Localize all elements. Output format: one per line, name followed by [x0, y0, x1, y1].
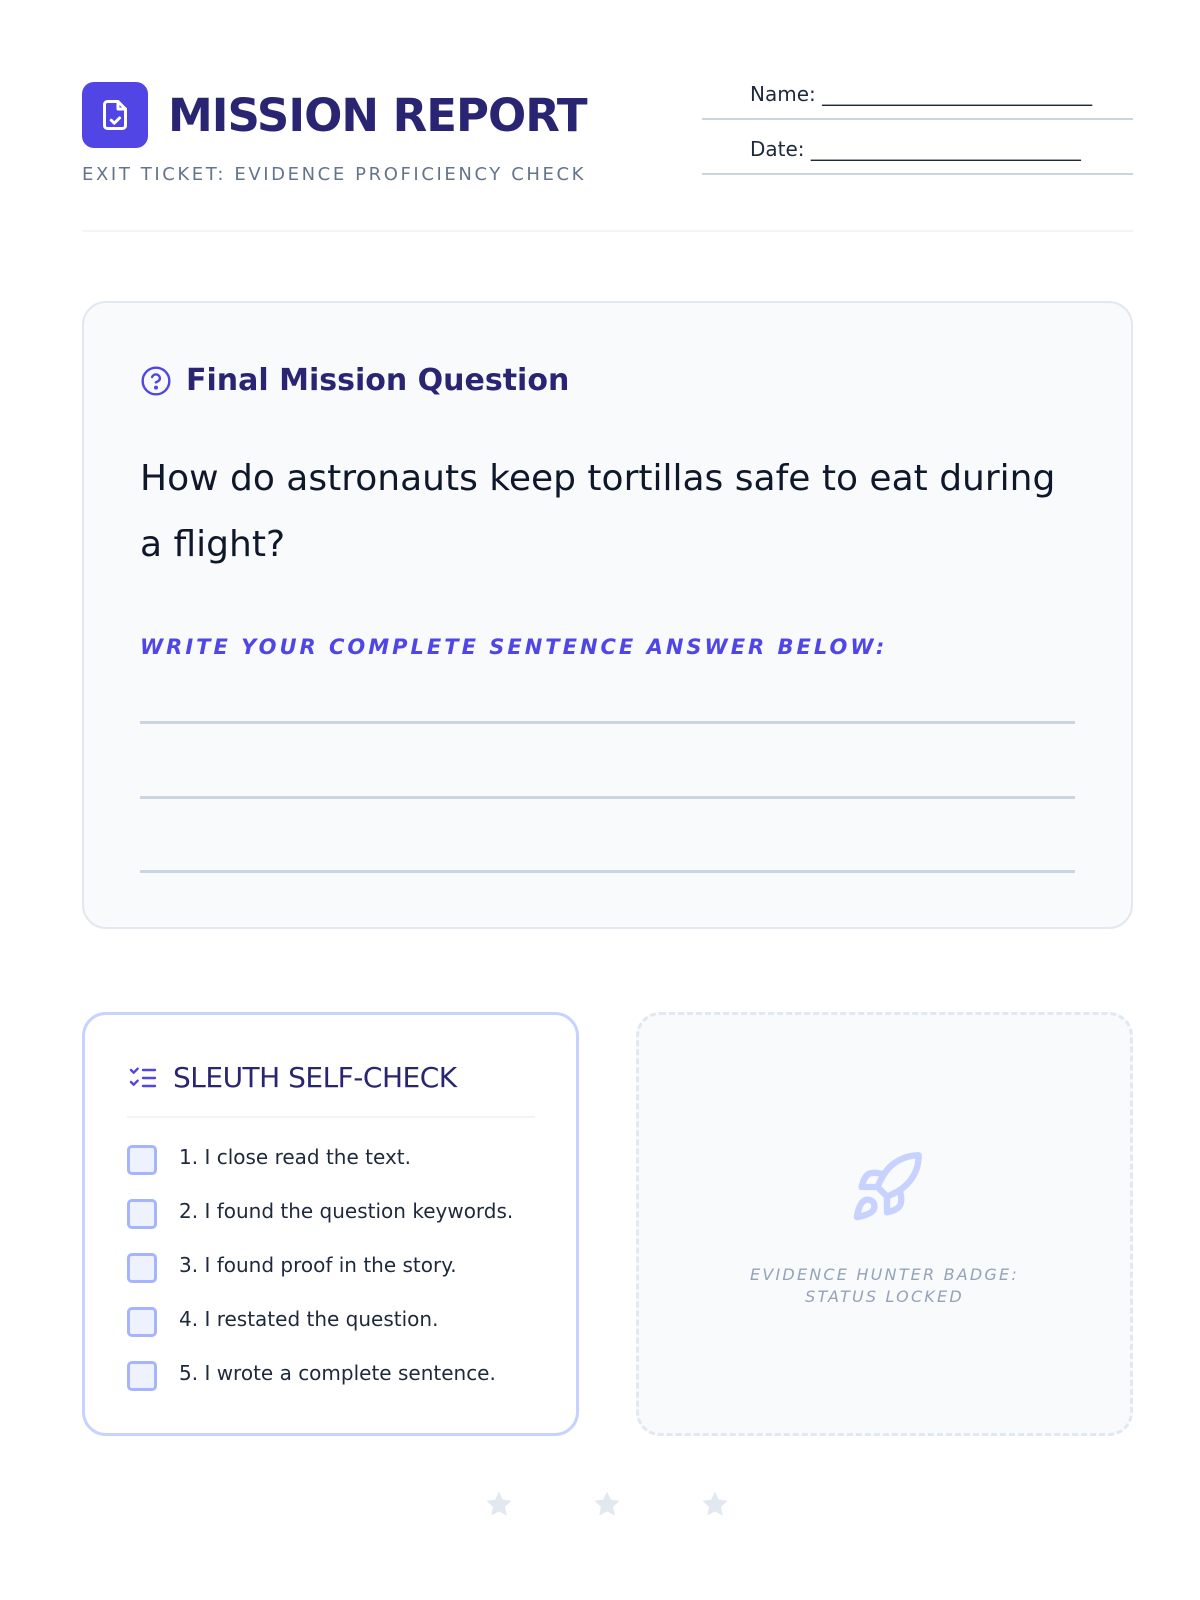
checkbox[interactable]	[127, 1307, 157, 1337]
star-icon	[592, 1489, 622, 1519]
page-title: MISSION REPORT	[168, 89, 587, 142]
checkbox[interactable]	[127, 1199, 157, 1229]
question-heading-label: Final Mission Question	[186, 363, 570, 398]
date-field[interactable]	[702, 135, 1133, 175]
question-circle-icon	[140, 365, 172, 397]
logo-badge	[82, 82, 148, 148]
checkbox[interactable]	[127, 1145, 157, 1175]
check-item-label: 5. I wrote a complete sentence.	[179, 1361, 496, 1385]
name-field[interactable]	[702, 80, 1133, 120]
answer-line[interactable]	[140, 870, 1075, 873]
list-item	[127, 1359, 513, 1413]
badge-status	[639, 1264, 1130, 1308]
check-item-label: 4. I restated the question.	[179, 1307, 439, 1331]
answer-instruction: WRITE YOUR COMPLETE SENTENCE ANSWER BELOW:	[140, 635, 888, 659]
list-item	[127, 1305, 513, 1359]
self-check-divider	[127, 1116, 535, 1118]
check-item-label: 2. I found the question keywords.	[179, 1199, 514, 1223]
answer-line[interactable]	[140, 721, 1075, 724]
question-text: How do astronauts keep tortillas safe to eat during a flight?	[140, 458, 1056, 565]
list-item	[127, 1251, 513, 1305]
badge-status-line: STATUS LOCKED	[805, 1287, 964, 1306]
date-field-label: Date: ___________________________	[750, 137, 1081, 161]
header-divider	[82, 230, 1133, 232]
badge-card	[636, 1012, 1133, 1436]
check-item-label: 1. I close read the text.	[179, 1145, 411, 1169]
answer-line[interactable]	[140, 796, 1075, 799]
checkbox[interactable]	[127, 1253, 157, 1283]
name-field-label: Name: ___________________________	[750, 82, 1093, 106]
page-subtitle: EXIT TICKET: EVIDENCE PROFICIENCY CHECK	[82, 164, 587, 185]
checklist-icon	[127, 1062, 159, 1094]
star-icon	[700, 1489, 730, 1519]
report-header	[82, 80, 1133, 230]
self-check-heading	[127, 1061, 457, 1094]
self-check-heading-label: SLEUTH SELF-CHECK	[173, 1061, 457, 1094]
check-item-label: 3. I found proof in the story.	[179, 1253, 457, 1277]
star-icon	[484, 1489, 514, 1519]
self-check-card	[82, 1012, 579, 1436]
question-heading	[140, 363, 569, 398]
checkbox[interactable]	[127, 1361, 157, 1391]
question-card	[82, 301, 1133, 929]
badge-status-line: EVIDENCE HUNTER BADGE:	[750, 1265, 1019, 1284]
file-check-icon	[97, 97, 133, 133]
list-item	[127, 1143, 513, 1197]
self-check-list	[127, 1143, 513, 1413]
rating-stars	[0, 1489, 1200, 1523]
rocket-icon	[849, 1149, 925, 1225]
list-item	[127, 1197, 513, 1251]
